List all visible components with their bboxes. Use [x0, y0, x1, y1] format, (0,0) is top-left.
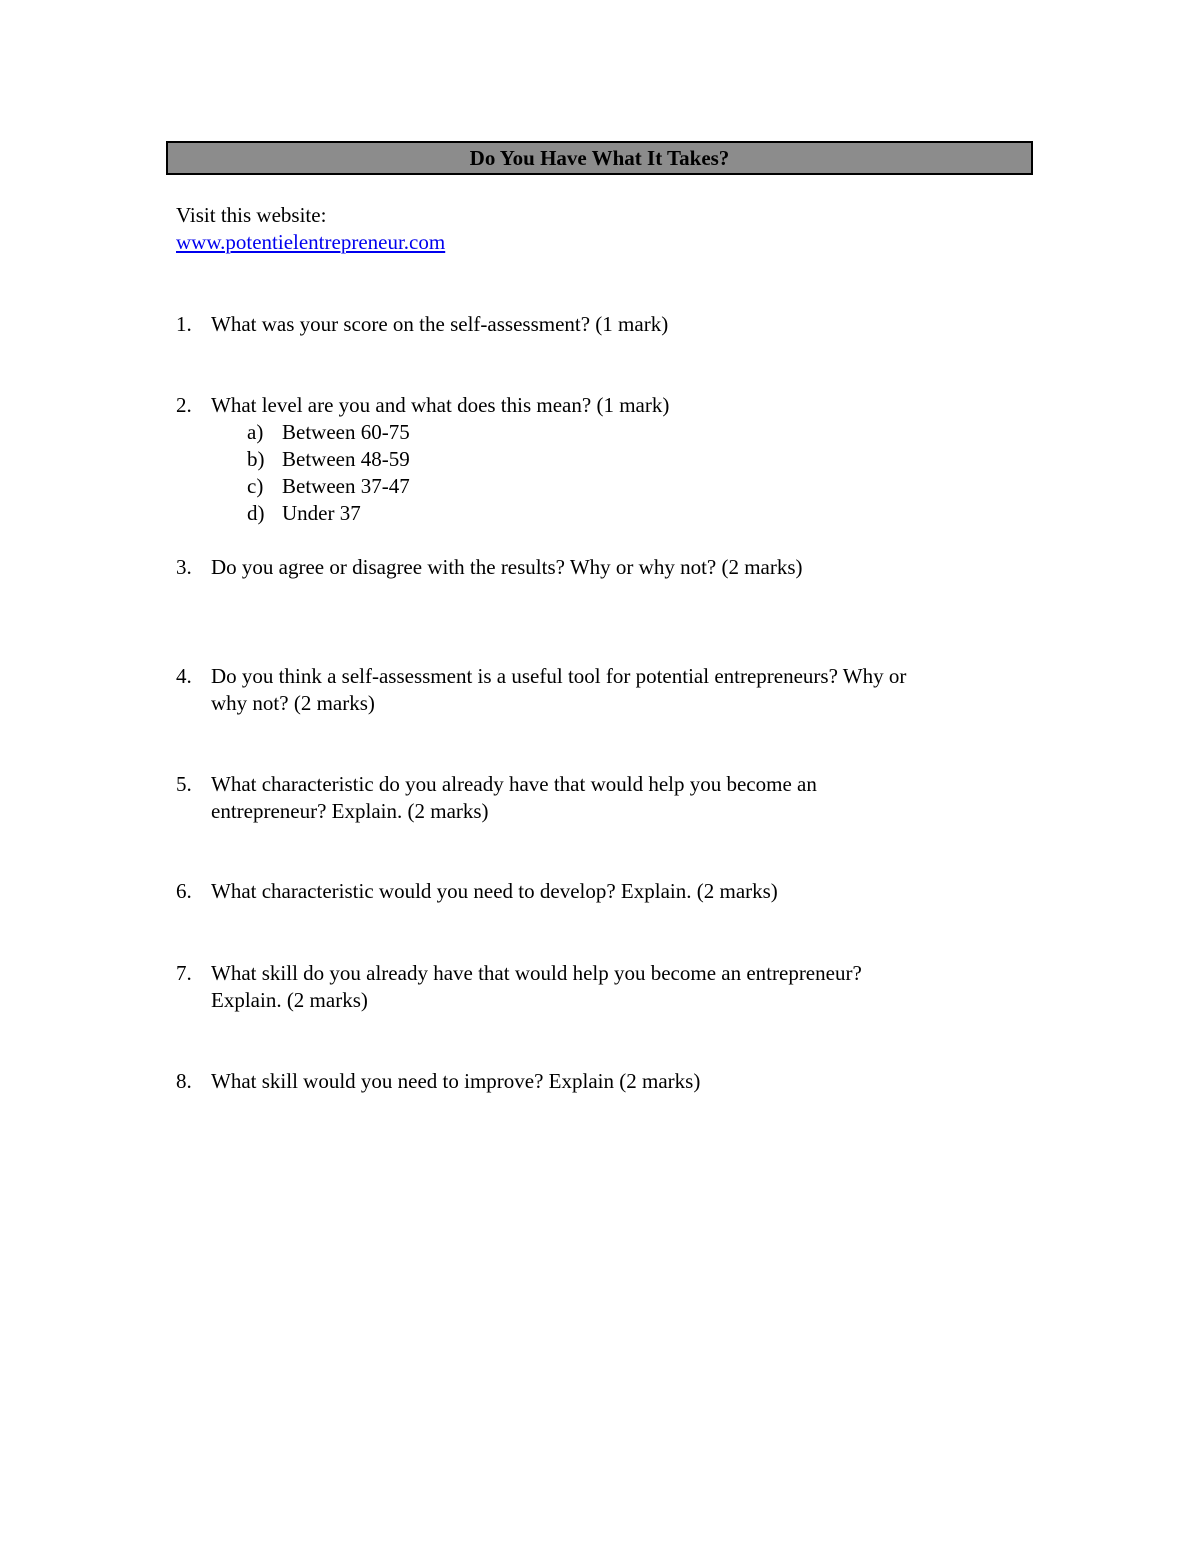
question-6-text [211, 878, 1011, 905]
question-5-text [211, 771, 1011, 825]
question-7-line-2: Explain. (2 marks) [211, 988, 368, 1012]
option-a-letter: a) [247, 420, 264, 444]
question-2-number: 2. [176, 393, 192, 417]
option-a-text: Between 60-75 [282, 420, 410, 444]
question-8-line-1: What skill would you need to improve? Explain (2 marks) [211, 1069, 701, 1093]
question-3-number: 3. [176, 555, 192, 579]
page-title: Do You Have What It Takes? [469, 146, 730, 170]
option-d-text: Under 37 [282, 501, 361, 525]
question-4-number: 4. [176, 664, 192, 688]
question-7-line-1: What skill do you already have that would help you become an entrepreneur? [211, 961, 862, 985]
question-5-number: 5. [176, 772, 192, 796]
question-3-line-1: Do you agree or disagree with the results? Why or why not? (2 marks) [211, 555, 803, 579]
option-b-text: Between 48-59 [282, 447, 410, 471]
question-5-line-1: What characteristic do you already have that would help you become an [211, 772, 817, 796]
question-1-line-1: What was your score on the self-assessment? (1 mark) [211, 312, 669, 336]
question-8-number: 8. [176, 1069, 192, 1093]
question-7-text [211, 960, 1011, 1014]
question-6-number: 6. [176, 879, 192, 903]
visit-website-label: Visit this website: [176, 203, 327, 227]
title-banner [166, 141, 1033, 175]
question-4-text [211, 663, 1011, 717]
option-c-letter: c) [247, 474, 264, 498]
question-1-text [211, 311, 1011, 338]
question-5-line-2: entrepreneur? Explain. (2 marks) [211, 799, 489, 823]
option-d-letter: d) [247, 501, 265, 525]
option-c-text: Between 37-47 [282, 474, 410, 498]
question-6-line-1: What characteristic would you need to develop? Explain. (2 marks) [211, 879, 778, 903]
question-1-number: 1. [176, 312, 192, 336]
question-2-line-1: What level are you and what does this mean? (1 mark) [211, 393, 670, 417]
question-8-text [211, 1068, 1011, 1095]
question-4-line-1: Do you think a self-assessment is a useful tool for potential entrepreneurs? Why or [211, 664, 907, 688]
question-7-number: 7. [176, 961, 192, 985]
question-2-text [211, 392, 1011, 419]
question-4-line-2: why not? (2 marks) [211, 691, 375, 715]
question-3-text [211, 554, 1011, 581]
website-link[interactable]: www.potentielentrepreneur.com [176, 230, 446, 254]
option-b-letter: b) [247, 447, 265, 471]
